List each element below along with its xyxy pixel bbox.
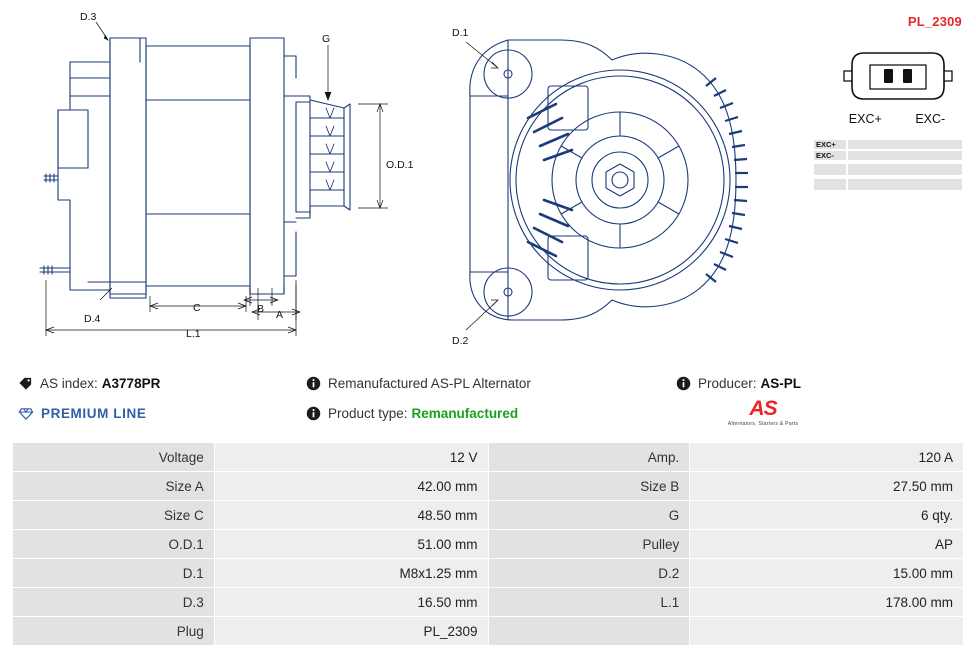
spec-value: 120 A [690, 443, 964, 472]
spec-label-empty [488, 617, 690, 646]
description-block [306, 376, 531, 391]
spec-value: 42.00 mm [214, 472, 488, 501]
as-pl-logo-subtitle: Alternators, Starters & Parts [727, 421, 799, 427]
spec-value: 15.00 mm [690, 559, 964, 588]
spec-value: 6 qty. [690, 501, 964, 530]
as-pl-logo-mark: AS [749, 397, 777, 420]
spec-label: G [488, 501, 690, 530]
callout-b: B [257, 303, 265, 315]
pin-label-exc-plus: EXC+ [848, 112, 882, 126]
spec-label: Amp. [488, 443, 690, 472]
callout-d1: D.1 [452, 27, 469, 39]
product-type-label: Product type: [328, 406, 408, 421]
product-type-block [306, 406, 518, 421]
pin-row [814, 179, 962, 190]
callout-a: A [276, 309, 284, 321]
producer-block [676, 376, 801, 391]
diamond-icon [18, 406, 34, 421]
callout-d3: D.3 [80, 11, 97, 23]
table-row [13, 472, 964, 501]
info-icon [676, 376, 691, 391]
pin-key: EXC+ [814, 140, 846, 149]
spec-label: D.1 [13, 559, 215, 588]
pin-row [814, 164, 962, 175]
table-row [13, 617, 964, 646]
plug-diagram [840, 45, 962, 107]
table-row [13, 559, 964, 588]
spec-value: AP [690, 530, 964, 559]
spec-value: 12 V [214, 443, 488, 472]
as-pl-logo [720, 398, 806, 427]
plug-pin-labels [832, 112, 962, 126]
spec-label: D.3 [13, 588, 215, 617]
table-row [13, 501, 964, 530]
pin-table [814, 140, 962, 192]
callout-g: G [322, 33, 331, 45]
spec-value: 51.00 mm [214, 530, 488, 559]
callout-l1: L.1 [186, 328, 201, 340]
premium-line-label: PREMIUM LINE [41, 406, 147, 421]
product-type-value: Remanufactured [411, 406, 519, 421]
spec-label: D.2 [488, 559, 690, 588]
pin-key: EXC- [814, 151, 846, 160]
info-strip [0, 368, 976, 438]
spec-value: 48.50 mm [214, 501, 488, 530]
table-row [13, 530, 964, 559]
table-row [13, 588, 964, 617]
tag-icon [18, 376, 33, 391]
plug-code: PL_2309 [907, 14, 962, 29]
as-index-block [18, 376, 160, 391]
pin-key [814, 164, 846, 175]
as-index-value: A3778PR [101, 376, 161, 391]
callout-od1: O.D.1 [386, 159, 414, 171]
pin-value [848, 140, 962, 149]
callout-c: C [193, 302, 201, 314]
spec-label: Size B [488, 472, 690, 501]
table-row [13, 443, 964, 472]
pin-value [848, 179, 962, 190]
description-text: Remanufactured AS-PL Alternator [328, 376, 531, 391]
pin-value [848, 164, 962, 175]
spec-label: Size A [13, 472, 215, 501]
pin-row [814, 140, 962, 149]
specifications-table [12, 442, 964, 646]
pin-label-exc-minus: EXC- [915, 112, 946, 126]
spec-label: Pulley [488, 530, 690, 559]
pin-key [814, 179, 846, 190]
info-icon [306, 376, 321, 391]
spec-value: M8x1.25 mm [214, 559, 488, 588]
callout-d4: D.4 [84, 313, 101, 325]
spec-value: 27.50 mm [690, 472, 964, 501]
spec-value-empty [690, 617, 964, 646]
spec-label: Voltage [13, 443, 215, 472]
spec-value: 16.50 mm [214, 588, 488, 617]
spec-label: O.D.1 [13, 530, 215, 559]
pin-row [814, 151, 962, 160]
info-icon [306, 406, 321, 421]
spec-label: L.1 [488, 588, 690, 617]
premium-line-block [18, 406, 146, 421]
callout-d2: D.2 [452, 335, 469, 347]
pin-value [848, 151, 962, 160]
spec-value: PL_2309 [214, 617, 488, 646]
producer-value: AS-PL [760, 376, 802, 391]
producer-label: Producer: [698, 376, 757, 391]
spec-value: 178.00 mm [690, 588, 964, 617]
as-index-label: AS index: [40, 376, 98, 391]
spec-label: Size C [13, 501, 215, 530]
spec-label: Plug [13, 617, 215, 646]
